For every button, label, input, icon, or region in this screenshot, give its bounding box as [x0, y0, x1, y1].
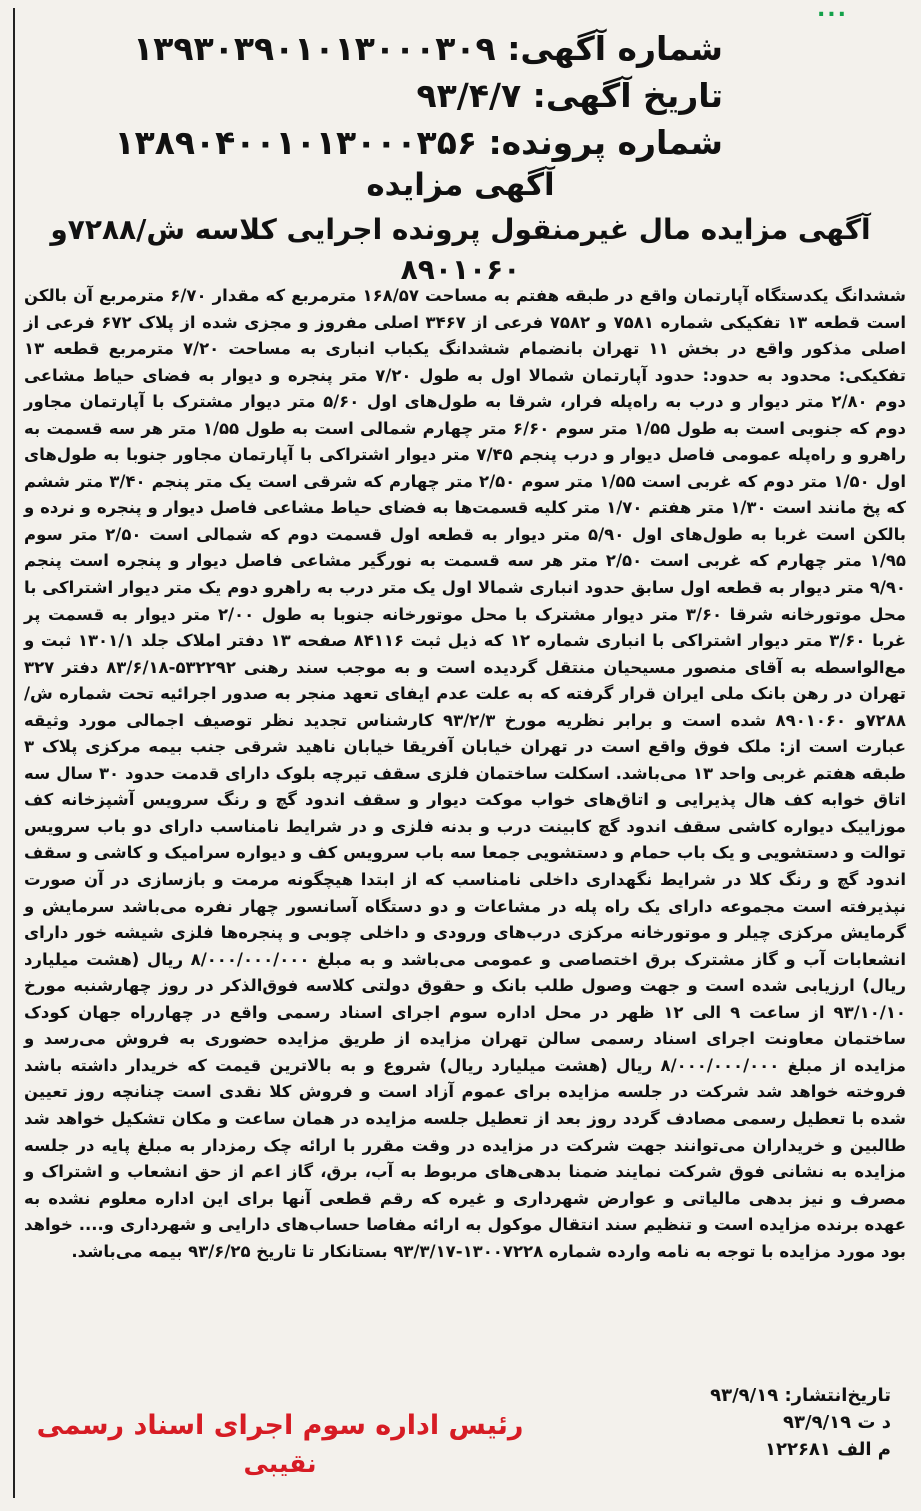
notice-header	[83, 25, 723, 166]
newspaper-logo: ...	[816, 0, 849, 22]
notice-body: ششدانگ یکدستگاه آپارتمان واقع در طبقه هفتم به مساحت ۱۶۸/۵۷ مترمربع که مقدار ۶/۷۰ مترمربع آن بالکن است قطعه ۱۳ تفکیکی شماره ۷۵۸۱ و ۷۵۸۲ فرعی از ۳۴۶۷ اصلی مفروز و مجزی شده از پلاک ۶۷۲ فرعی از اصلی مذکور واقع در بخش ۱۱ تهران بانضمام ششدانگ یکباب انباری به مساحت ۷/۲۰ مترمربع قطعه ۱۳ تفکیکی: محدود به حدود: حدود آپارتمان شمالا اول به طول ۷/۲۰ متر پنجره و دیوار به فضای حیاط مشاعی دوم ۲/۸۰ متر دیوار و درب به راه‌پله فرار، شرقا به طول‌های اول ۵/۶۰ متر دیوار مشترک با آپارتمان مجاور دوم که جنوبی است به طول ۱/۵۵ متر سوم ۶/۶۰ متر چهارم شمالی است به طول ۱/۵۵ متر هر سه قسمت به راهرو و راه‌پله عمومی فاصل دیوار و درب پنجم ۷/۴۵ متر دیوار اشتراکی با آپارتمان مجاور جنوبا به طول‌های اول ۱/۵۰ متر دوم که غربی است ۱/۵۵ متر سوم ۲/۵۰ متر چهارم که شرقی است یک متر پنجم ۳/۴۰ متر ششم که پخ مانند است ۱/۳۰ متر هفتم ۱/۷۰ متر کلیه قسمت‌ها به فضای حیاط مشاعی فاصل دیوار و پنجره و نرده و بالکن است غربا به طول‌های اول ۵/۹۰ متر دیوار به قطعه اول قسمت دوم که شمالی است ۲/۵۰ متر سوم ۱/۹۵ متر چهارم که غربی است ۲/۵۰ متر هر سه قسمت به نورگیر مشاعی فاصل دیوار و پنجره است پنجم ۹/۹۰ متر دیوار به قطعه اول سابق حدود انباری شمالا اول یک متر درب به راهرو دوم یک متر دیوار اشتراکی با محل موتورخانه شرقا ۳/۶۰ متر دیوار مشترک با محل موتورخانه جنوبا به طول ۲/۰۰ متر دیوار به قسمت پر غربا ۳/۶۰ متر دیوار اشتراکی با انباری شماره ۱۲ که ذیل ثبت ۸۴۱۱۶ صفحه ۱۳ دفتر املاک جلد ۱۳۰۱/۱ ثبت و مع‌الواسطه به آقای منصور مسیحیان منتقل گردیده است و به موجب سند رهنی ۵۳۲۲۹۲-۸۳/۶/۱۸ دفتر ۳۲۷ تهران در رهن بانک ملی ایران قرار گرفته که به علت عدم ایفای تعهد منجر به صدور اجرائیه تحت شماره ش/۷۲۸۸و ۸۹۰۱۰۶۰ شده است و برابر نظریه مورخ ۹۳/۲/۳ کارشناس تجدید نظر توصیف اجمالی مورد وثیقه عبارت است از: ملک فوق واقع است در تهران خیابان آفریقا خیابان ناهید شرقی جنب بیمه مرکزی پلاک ۳ طبقه هفتم غربی واحد ۱۳ می‌باشد. اسکلت ساختمان فلزی سقف تیرچه بلوک دارای قدمت حدود ۳۰ سال سه اتاق خوابه کف هال پذیرایی و اتاق‌های خواب موکت دیوار و سقف اندود گچ و رنگ سرویس آشپزخانه کف موزاییک دیواره کاشی سقف اندود گچ کابینت درب و بدنه فلزی و در شرایط نامناسب دارای دو باب سرویس توالت و دستشویی و یک باب حمام و دستشویی جمعا سه باب سرویس کف و دیواره سرامیک و کاشی و سقف اندود گچ و رنگ کلا در شرایط نگهداری داخلی نامناسب که از ابتدا هیچگونه مرمت و بازسازی در آن صورت نپذیرفته است مجموعه دارای یک راه پله در مشاعات و دو دستگاه آسانسور چهار نفره می‌باشد سرمایش و گرمایش مرکزی چیلر و موتورخانه مرکزی درب‌های ورودی و داخلی چوبی و پنجره‌ها فلزی شیشه خور دارای انشعابات آب و گاز مشترک برق اختصاصی و عمومی می‌باشد و به مبلغ ۸/۰۰۰/۰۰۰/۰۰۰ ریال (هشت میلیارد ریال) ارزیابی شده است و جهت وصول طلب بانک و حقوق دولتی کلاسه فوق‌الذکر در روز چهارشنبه مورخ ۹۳/۱۰/۱۰ از ساعت ۹ الی ۱۲ ظهر در محل اداره سوم اجرای اسناد رسمی واقع در چهارراه جهان کودک ساختمان معاونت اجرای اسناد رسمی سالن تهران مزایده از طریق مزایده حضوری به فروش می‌رسد و مزایده از مبلغ ۸/۰۰۰/۰۰۰/۰۰۰ ریال (هشت میلیارد ریال) شروع و به بالاترین قیمت که خریدار داشته باشد فروخته خواهد شد شرکت در جلسه مزایده برای عموم آزاد است و فروش کلا نقدی است چنانچه روز تعیین شده با تعطیل رسمی مصادف گردد روز بعد از تعطیل جلسه مزایده در همان ساعت و مکان تشکیل خواهد شد طالبین و خریداران می‌توانند جهت شرکت در مزایده در وقت مقرر با ارائه چک رمزدار به مبلغ پایه در جلسه مزایده به نشانی فوق شرکت نمایند ضمنا بدهی‌های مربوط به آب، برق، گاز اعم از حق انشعاب و اشتراک و مصرف و نیز بدهی مالیاتی و عوارض شهرداری و غیره که رقم قطعی آنها برای این اداره معلوم نشده به عهده برنده مزایده است و تنظیم سند انتقال موکول به ارائه مفاصا حساب‌های دارایی و شهرداری و.... خواهد بود مورد مزایده با توجه به نامه وارده شماره ۱۳۰۰۷۲۲۸-۹۳/۳/۱۷ بستانکار تا تاریخ ۹۳/۶/۲۵ بیمه می‌باشد.	[24, 286, 907, 1261]
notice-date: تاریخ آگهی: ۹۳/۴/۷	[416, 76, 723, 115]
code-date: د ت ۹۳/۹/۱۹	[783, 1412, 891, 1433]
column-divider	[13, 8, 15, 1498]
serial-number: م الف ۱۲۲۶۸۱	[764, 1439, 891, 1460]
publish-date: تاریخ‌انتشار: ۹۳/۹/۱۹	[710, 1385, 891, 1406]
notice-number: شماره آگهی: ۱۳۹۳۰۳۹۰۱۰۱۳۰۰۰۳۰۹	[133, 29, 723, 68]
signature-name: نقیبی	[243, 1449, 317, 1478]
case-number: شماره پرونده: ۱۳۸۹۰۴۰۰۱۰۱۳۰۰۰۳۵۶	[114, 123, 723, 162]
notice-title: آگهی مزایده	[366, 167, 555, 203]
signature-block	[30, 1406, 530, 1482]
signature-title: رئیس اداره سوم اجرای اسناد رسمی	[36, 1410, 524, 1441]
notice-subtitle: آگهی مزایده مال غیرمنقول پرونده اجرایی کلاسه ش/۷۲۸۸و ۸۹۰۱۰۶۰	[50, 213, 871, 286]
